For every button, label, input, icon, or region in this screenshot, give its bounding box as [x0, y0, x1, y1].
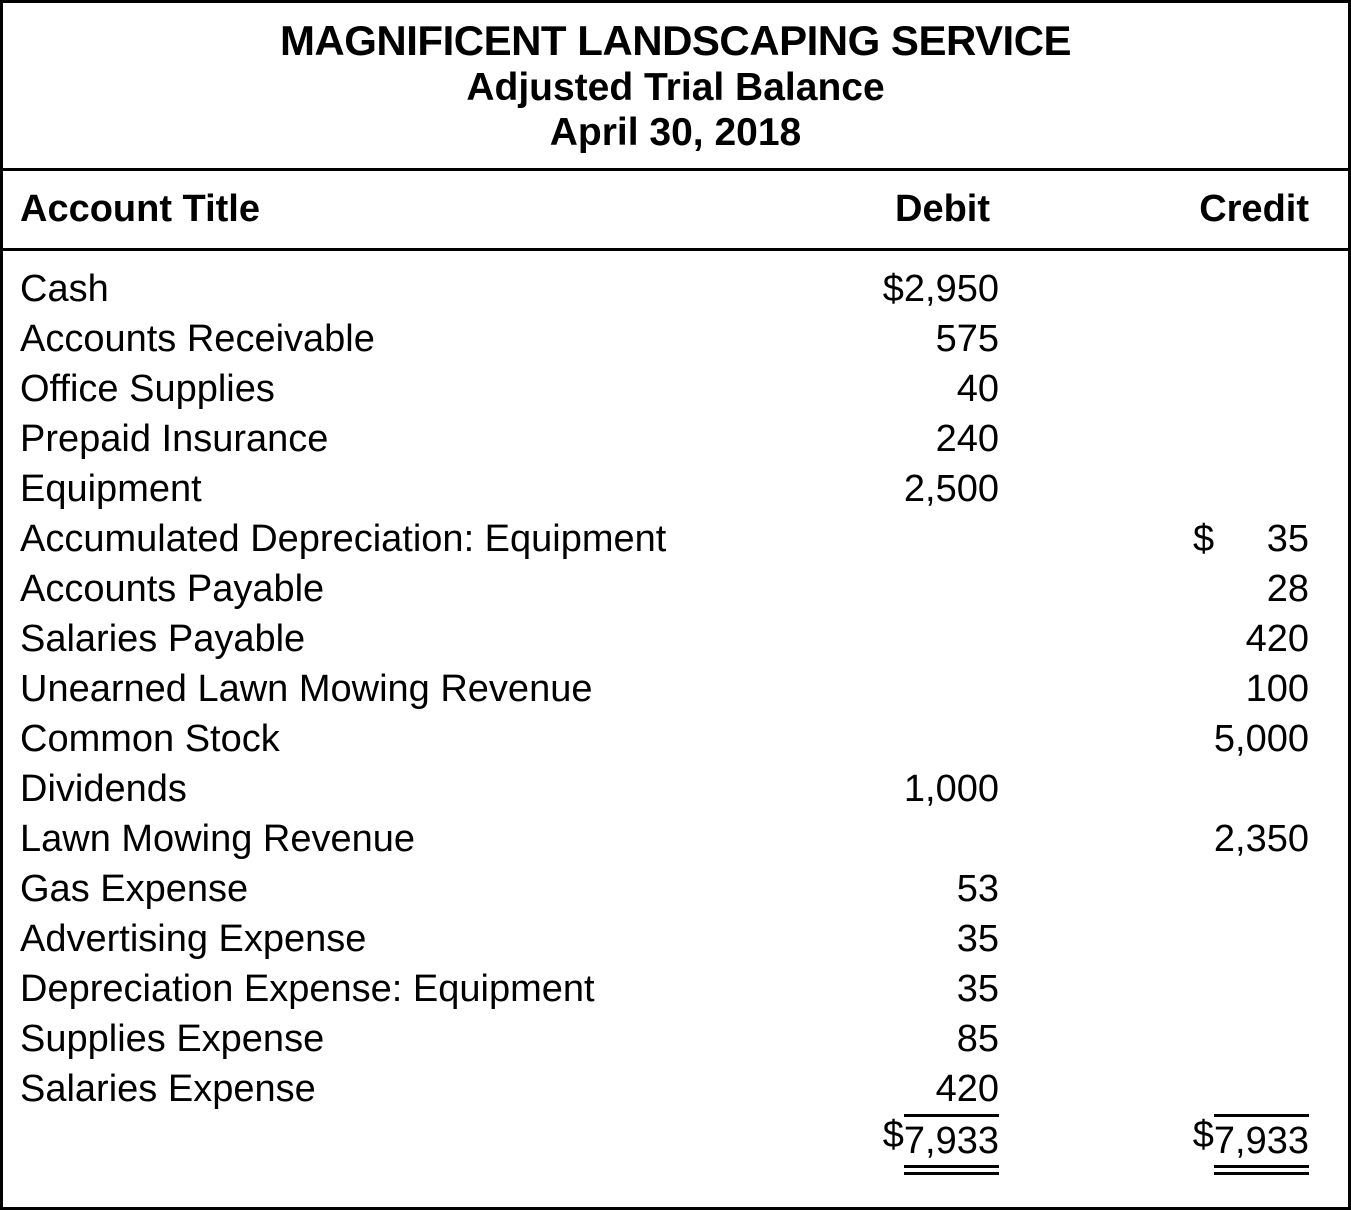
dollar-sign: $	[882, 1114, 904, 1156]
account-name: Gas Expense	[20, 867, 249, 910]
credit-split-amount	[1193, 518, 1309, 561]
debit-value: 240	[935, 417, 999, 460]
credit-value: 2,350	[1213, 817, 1309, 860]
account-name: Salaries Payable	[20, 617, 306, 660]
debit-value: 1,000	[903, 767, 999, 810]
credit-total	[999, 1114, 1309, 1175]
account-name: Salaries Expense	[20, 1067, 316, 1110]
table-row	[3, 614, 1348, 664]
debit-value: $2,950	[882, 267, 999, 310]
credit-double-underline	[1214, 1165, 1309, 1175]
table-row	[3, 664, 1348, 714]
title-block	[3, 3, 1348, 171]
debit-double-underline	[904, 1165, 999, 1175]
report-date: April 30, 2018	[549, 111, 802, 154]
credit-total-number: 7,933	[1214, 1114, 1309, 1164]
table-row	[3, 564, 1348, 614]
debit-value: 40	[956, 367, 999, 410]
header-credit: Credit	[1199, 188, 1309, 230]
table-row	[3, 1064, 1348, 1114]
company-name: MAGNIFICENT LANDSCAPING SERVICE	[279, 17, 1072, 64]
table-row	[3, 264, 1348, 314]
table-row	[3, 864, 1348, 914]
account-name: Office Supplies	[20, 367, 275, 410]
debit-value: 85	[956, 1017, 999, 1060]
account-name: Accumulated Depreciation: Equipment	[20, 517, 667, 560]
account-name: Cash	[20, 267, 109, 310]
debit-value: 575	[935, 317, 999, 360]
table-row	[3, 514, 1348, 564]
header-account-title: Account Title	[20, 188, 260, 230]
credit-number: 35	[1266, 517, 1309, 560]
header-debit: Debit	[895, 188, 990, 230]
table-row	[3, 814, 1348, 864]
debit-value: 53	[956, 867, 999, 910]
report-title: Adjusted Trial Balance	[466, 66, 885, 109]
debit-value: 35	[956, 917, 999, 960]
account-name: Supplies Expense	[20, 1017, 325, 1060]
account-name: Equipment	[20, 467, 202, 510]
dollar-sign: $	[1193, 517, 1215, 560]
table-row	[3, 464, 1348, 514]
debit-total-number: 7,933	[904, 1114, 999, 1164]
debit-value: 420	[935, 1067, 999, 1110]
debit-total-amount	[883, 1114, 999, 1175]
table-row	[3, 914, 1348, 964]
account-name: Advertising Expense	[20, 917, 367, 960]
table-row	[3, 714, 1348, 764]
debit-total	[849, 1114, 999, 1175]
debit-value: 2,500	[903, 467, 999, 510]
credit-value: 28	[1266, 567, 1309, 610]
credit-value: 420	[1245, 617, 1309, 660]
column-header-row	[3, 171, 1348, 251]
table-row	[3, 314, 1348, 364]
credit-value	[999, 518, 1309, 561]
debit-value: 35	[956, 967, 999, 1010]
table-row	[3, 964, 1348, 1014]
account-name: Dividends	[20, 767, 187, 810]
table-body	[3, 251, 1348, 1164]
credit-total-amount	[1193, 1114, 1309, 1175]
account-name: Depreciation Expense: Equipment	[20, 967, 595, 1010]
table-row	[3, 764, 1348, 814]
credit-value: 100	[1245, 667, 1309, 710]
dollar-sign: $	[1192, 1114, 1214, 1156]
totals-row	[3, 1114, 1348, 1164]
table-row	[3, 1014, 1348, 1064]
account-name: Unearned Lawn Mowing Revenue	[20, 667, 593, 710]
account-name: Accounts Receivable	[20, 317, 375, 360]
credit-value: 5,000	[1213, 717, 1309, 760]
account-name: Prepaid Insurance	[20, 417, 329, 460]
table-row	[3, 414, 1348, 464]
table-row	[3, 364, 1348, 414]
account-name: Lawn Mowing Revenue	[20, 817, 416, 860]
account-name: Accounts Payable	[20, 567, 325, 610]
account-name: Common Stock	[20, 717, 280, 760]
